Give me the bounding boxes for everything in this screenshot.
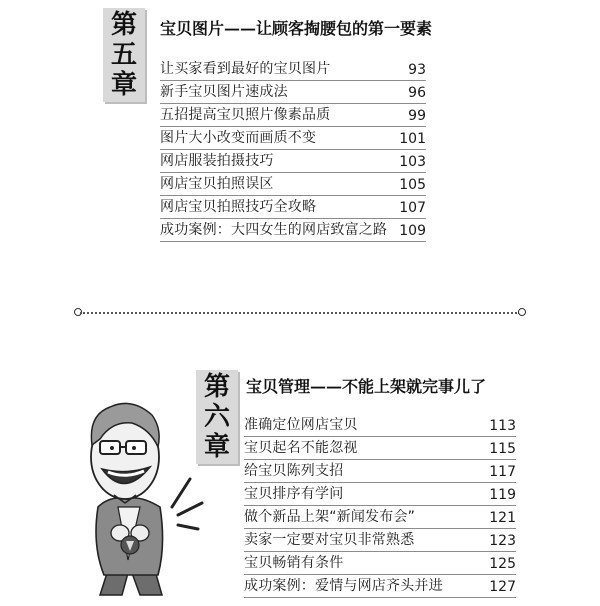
chapter-6-toc: [244, 414, 516, 598]
chapter-5-char-1: 第: [110, 10, 137, 40]
toc-item-title: 给宝贝陈列支招: [244, 463, 344, 479]
toc-row[interactable]: [160, 104, 426, 127]
chapter-5-char-3: 章: [110, 70, 137, 100]
toc-item-page: 121: [489, 510, 516, 526]
toc-item-page: 123: [489, 533, 516, 549]
toc-row[interactable]: [244, 552, 516, 575]
toc-row[interactable]: [160, 58, 426, 81]
toc-item-title: 宝贝排序有学问: [244, 486, 344, 502]
toc-item-page: 119: [489, 487, 516, 503]
toc-item-title: 宝贝畅销有条件: [244, 555, 344, 571]
emphasis-lines-icon: [172, 479, 202, 529]
toc-item-page: 115: [489, 441, 516, 457]
toc-item-title: 成功案例：大四女生的网店致富之路: [160, 222, 388, 238]
toc-row[interactable]: [160, 219, 426, 242]
toc-item-page: 103: [399, 154, 426, 170]
toc-item-page: 107: [399, 200, 426, 216]
toc-row[interactable]: [244, 506, 516, 529]
toc-item-title: 五招提高宝贝照片像素品质: [160, 107, 331, 123]
section-divider: [80, 312, 520, 314]
toc-row[interactable]: [160, 150, 426, 173]
toc-row[interactable]: [244, 414, 516, 437]
toc-item-page: 125: [489, 556, 516, 572]
toc-item-page: 117: [489, 464, 516, 480]
toc-item-page: 105: [399, 177, 426, 193]
chapter-5-toc: [160, 58, 426, 242]
chapter-5-char-2: 五: [110, 40, 137, 70]
toc-row[interactable]: [244, 575, 516, 598]
toc-item-title: 准确定位网店宝贝: [244, 417, 358, 433]
toc-row[interactable]: [160, 81, 426, 104]
toc-item-page: 93: [408, 62, 426, 78]
toc-item-page: 96: [408, 85, 426, 101]
toc-row[interactable]: [244, 483, 516, 506]
chapter-6-char-1: 第: [203, 372, 230, 402]
toc-item-title: 宝贝起名不能忽视: [244, 440, 358, 456]
toc-item-page: 101: [399, 131, 426, 147]
divider-right-dot: [518, 308, 526, 316]
toc-row[interactable]: [160, 127, 426, 150]
toc-item-title: 网店宝贝拍照误区: [160, 176, 274, 192]
toc-row[interactable]: [244, 460, 516, 483]
toc-item-title: 新手宝贝图片速成法: [160, 84, 288, 100]
toc-item-title: 图片大小改变而画质不变: [160, 130, 317, 146]
businessman-mascot-illustration: [70, 395, 210, 600]
toc-row[interactable]: [244, 437, 516, 460]
toc-item-title: 网店宝贝拍照技巧全攻略: [160, 199, 317, 215]
chapter-5-title: 宝贝图片——让顾客掏腰包的第一要素: [160, 19, 433, 38]
chapter-6-char-3: 章: [203, 432, 230, 462]
toc-row[interactable]: [160, 173, 426, 196]
toc-item-page: 113: [489, 418, 516, 434]
chapter-6-char-2: 六: [203, 402, 230, 432]
toc-item-page: 109: [399, 223, 426, 239]
chapter-6-title: 宝贝管理——不能上架就完事儿了: [246, 377, 487, 396]
toc-item-title: 成功案例：爱情与网店齐头并进: [244, 578, 443, 594]
toc-item-title: 做个新品上架“新闻发布会”: [244, 509, 416, 525]
toc-row[interactable]: [244, 529, 516, 552]
toc-item-page: 99: [408, 108, 426, 124]
toc-item-title: 让买家看到最好的宝贝图片: [160, 61, 331, 77]
chapter-5-label: [103, 8, 145, 102]
toc-item-title: 网店服装拍摄技巧: [160, 153, 274, 169]
toc-item-title: 卖家一定要对宝贝非常熟悉: [244, 532, 415, 548]
toc-item-page: 127: [489, 579, 516, 595]
toc-row[interactable]: [160, 196, 426, 219]
